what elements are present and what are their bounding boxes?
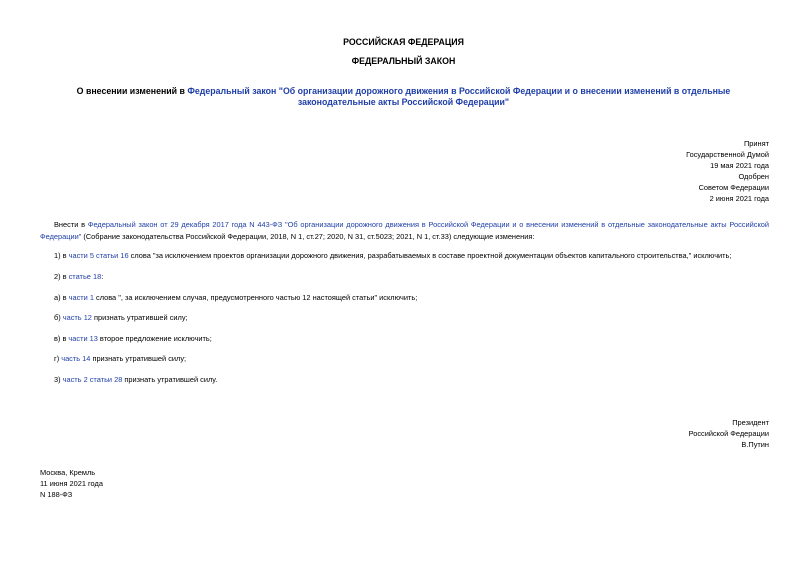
adoption-line: 19 мая 2021 года [710, 161, 769, 170]
signature-line: Президент [732, 418, 769, 427]
signature-block [689, 417, 769, 450]
law-title-prefix: О внесении изменений в [76, 86, 188, 96]
document-type-heading: ФЕДЕРАЛЬНЫЙ ЗАКОН [351, 56, 456, 66]
approval-line: Одобрен [738, 172, 769, 181]
item-text: а) в [54, 293, 69, 302]
place-line: Москва, Кремль [40, 468, 96, 477]
item-text: слова "за исключением проектов организации дорожного движения, разрабатываемых в составе проектной документации объектов капитального строительства," исключить; [128, 251, 732, 260]
item-text: в) в [54, 334, 69, 343]
item-text: признать утратившей силу; [90, 354, 187, 363]
approval-line: Советом Федерации [698, 183, 769, 192]
item-text: 2) в [54, 272, 69, 281]
item-text: : [101, 272, 104, 281]
item-text: слова ", за исключением случая, предусмотренного частью 12 настоящей статьи" исключить; [93, 293, 418, 302]
intro-paragraph [40, 219, 769, 242]
item-text: 1) в [54, 251, 69, 260]
country-heading: РОССИЙСКАЯ ФЕДЕРАЦИЯ [343, 37, 464, 47]
intro-text: (Собрание законодательства Российской Федерации, 2018, N 1, ст.27; 2020, N 31, ст.5023; 2021, N 1, ст.33) следующие изменения: [81, 231, 535, 241]
date-line: 11 июня 2021 года [40, 479, 103, 488]
item-link[interactable]: статье 18 [68, 272, 102, 281]
amendment-item [54, 272, 769, 281]
item-text: признать утратившей силу; [91, 313, 188, 322]
adoption-line: Государственной Думой [686, 150, 769, 159]
amendment-item [54, 251, 769, 260]
approval-line: 2 июня 2021 года [709, 194, 769, 203]
intro-law-link[interactable]: Федеральный закон от 29 декабря 2017 года N 443-ФЗ "Об организации дорожного движения в Российской Федерации и о внесении изменений в отдельные законодательные акты Российской Федерации" [40, 220, 769, 241]
item-text: г) [54, 354, 62, 363]
item-text: 3) [54, 375, 63, 384]
adoption-block [686, 138, 769, 204]
item-text: второе предложение исключить; [97, 334, 212, 343]
intro-text: Внести в [54, 220, 88, 229]
item-link[interactable]: часть 2 статьи 28 [62, 375, 123, 384]
item-link[interactable]: часть 14 [61, 354, 91, 363]
amendment-item [54, 354, 769, 363]
item-link[interactable]: части 13 [68, 334, 98, 343]
item-link[interactable]: часть 12 [62, 313, 92, 322]
law-title [45, 86, 762, 108]
amendment-item [54, 313, 769, 322]
item-text: б) [54, 313, 63, 322]
item-link[interactable]: части 1 [68, 293, 94, 302]
amendment-item [54, 334, 769, 343]
law-title-link[interactable]: Федеральный закон "Об организации дорожного движения в Российской Федерации и о внесении изменений в отдельные законодательные акты Российской Федерации" [187, 86, 731, 107]
law-number: N 188-ФЗ [40, 490, 73, 499]
amendment-item [54, 375, 769, 384]
amendment-item [54, 293, 769, 302]
adoption-line: Принят [743, 139, 769, 148]
item-link[interactable]: части 5 статьи 16 [68, 251, 129, 260]
signature-name: В.Путин [741, 440, 769, 449]
signature-line: Российской Федерации [688, 429, 769, 438]
place-date-block [40, 467, 103, 500]
item-text: признать утратившей силу. [122, 375, 218, 384]
